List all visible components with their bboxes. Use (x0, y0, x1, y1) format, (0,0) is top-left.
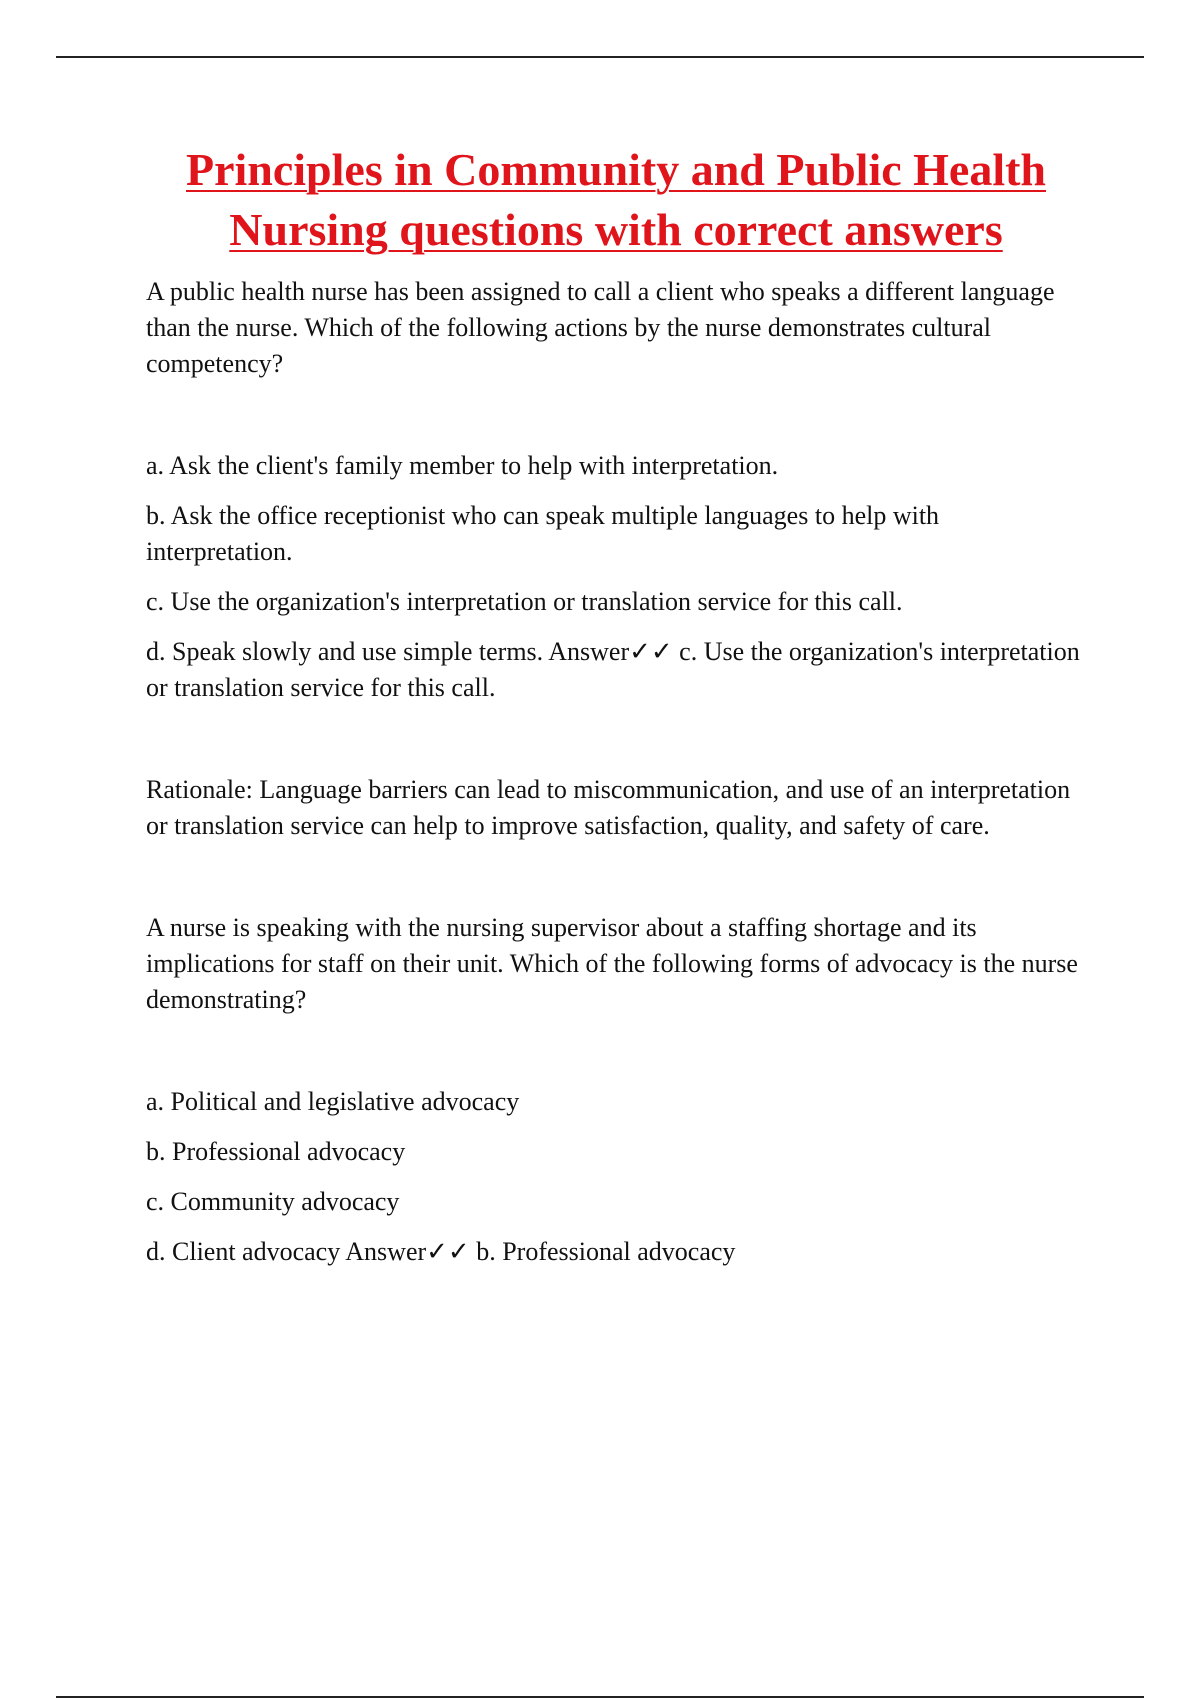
title-line-2: Nursing questions with correct answers (229, 204, 1003, 255)
question-1-option-a: a. Ask the client's family member to help with interpretation. (146, 451, 779, 480)
question-2-option-b: b. Professional advocacy (146, 1137, 406, 1166)
title-line-1: Principles in Community and Public Health (185, 144, 1047, 195)
footer-rule (56, 1696, 1144, 1698)
document-title (116, 140, 1116, 260)
question-2-option-c: c. Community advocacy (146, 1187, 400, 1216)
question-1-option-b: b. Ask the office receptionist who can speak multiple languages to help with interpretation. (146, 501, 940, 566)
header-rule (56, 56, 1144, 58)
document-body (146, 140, 1086, 1284)
question-2-option-d-answer: d. Client advocacy Answer✓✓ b. Professional advocacy (146, 1237, 736, 1266)
question-2-stem: A nurse is speaking with the nursing supervisor about a staffing shortage and its implications for staff on their unit. Which of the following forms of advocacy is the nurse demonstrating? (146, 913, 1078, 1014)
question-1-rationale: Rationale: Language barriers can lead to miscommunication, and use of an interpretation or translation service can help to improve satisfaction, quality, and safety of care. (146, 775, 1071, 840)
question-1-option-c: c. Use the organization's interpretation or translation service for this call. (146, 587, 903, 616)
question-1-stem: A public health nurse has been assigned to call a client who speaks a different language than the nurse. Which of the following actions by the nurse demonstrates cultural competency? (146, 277, 1055, 378)
question-2-option-a: a. Political and legislative advocacy (146, 1087, 520, 1116)
question-1-option-d-answer: d. Speak slowly and use simple terms. Answer✓✓ c. Use the organization's interpretation or translation service for this call. (146, 637, 1080, 702)
